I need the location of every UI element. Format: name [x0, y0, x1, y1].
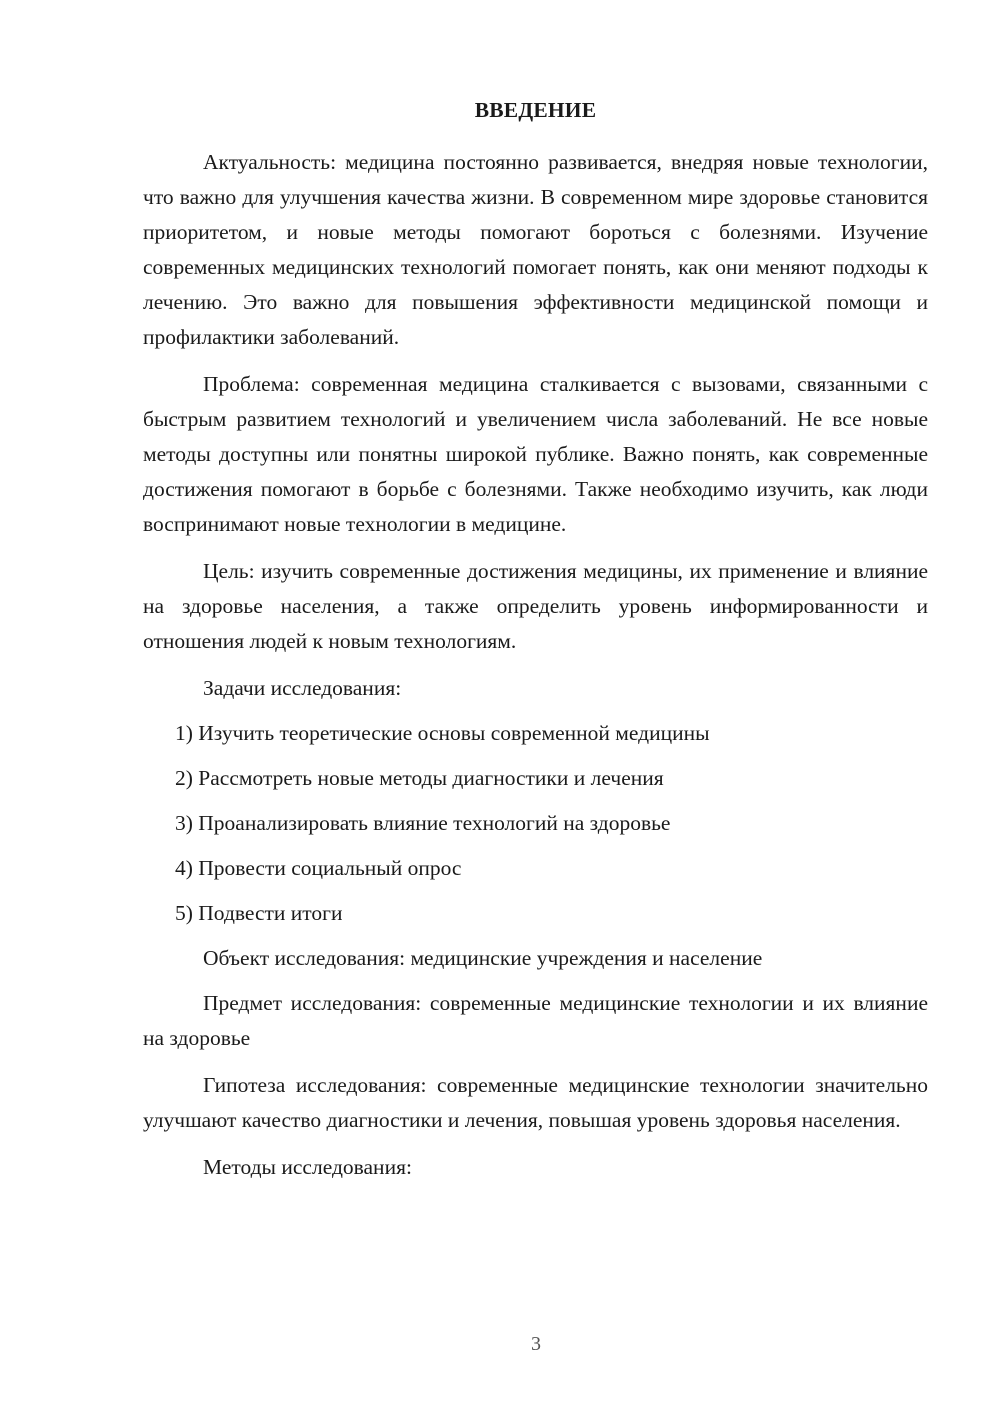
- task-item: 2) Рассмотреть новые методы диагностики и лечения: [175, 766, 664, 790]
- task-item: 5) Подвести итоги: [175, 901, 343, 925]
- task-item: 3) Проанализировать влияние технологий на здоровье: [175, 811, 671, 835]
- goal-paragraph: Цель: изучить современные достижения медицины, их применение и влияние на здоровье населения, а также определить уровень информированности и отношения людей к новым технологиям.: [143, 559, 928, 653]
- tasks-list: [143, 716, 928, 931]
- task-item: 4) Провести социальный опрос: [175, 856, 462, 880]
- research-subject: Предмет исследования: современные медицинские технологии и их влияние на здоровье: [143, 991, 928, 1050]
- research-hypothesis: Гипотеза исследования: современные медицинские технологии значительно улучшают качество диагностики и лечения, повышая уровень здоровья населения.: [143, 1073, 928, 1132]
- problem-paragraph: Проблема: современная медицина сталкивается с вызовами, связанными с быстрым развитием технологий и увеличением числа заболеваний. Не все новые методы доступны или понятны широкой публике. Важно понять, как современные достижения помогают в борьбе с болезнями. Также необходимо изучить, как люди воспринимают новые технологии в медицине.: [143, 372, 928, 536]
- task-item: 1) Изучить теоретические основы современной медицины: [175, 721, 710, 745]
- research-methods: Методы исследования:: [203, 1155, 412, 1179]
- section-heading: ВВЕДЕНИЕ: [474, 98, 597, 122]
- document-page: [143, 95, 928, 1195]
- research-object: Объект исследования: медицинские учреждения и население: [203, 946, 763, 970]
- page-number: 3: [531, 1333, 541, 1355]
- tasks-title: Задачи исследования:: [203, 676, 402, 700]
- relevance-paragraph: Актуальность: медицина постоянно развивается, внедряя новые технологии, что важно для улучшения качества жизни. В современном мире здоровье становится приоритетом, и новые методы помогают бороться с болезнями. Изучение современных медицинских технологий помогает понять, как они меняют подходы к лечению. Это важно для повышения эффективности медицинской помощи и профилактики заболеваний.: [143, 150, 928, 349]
